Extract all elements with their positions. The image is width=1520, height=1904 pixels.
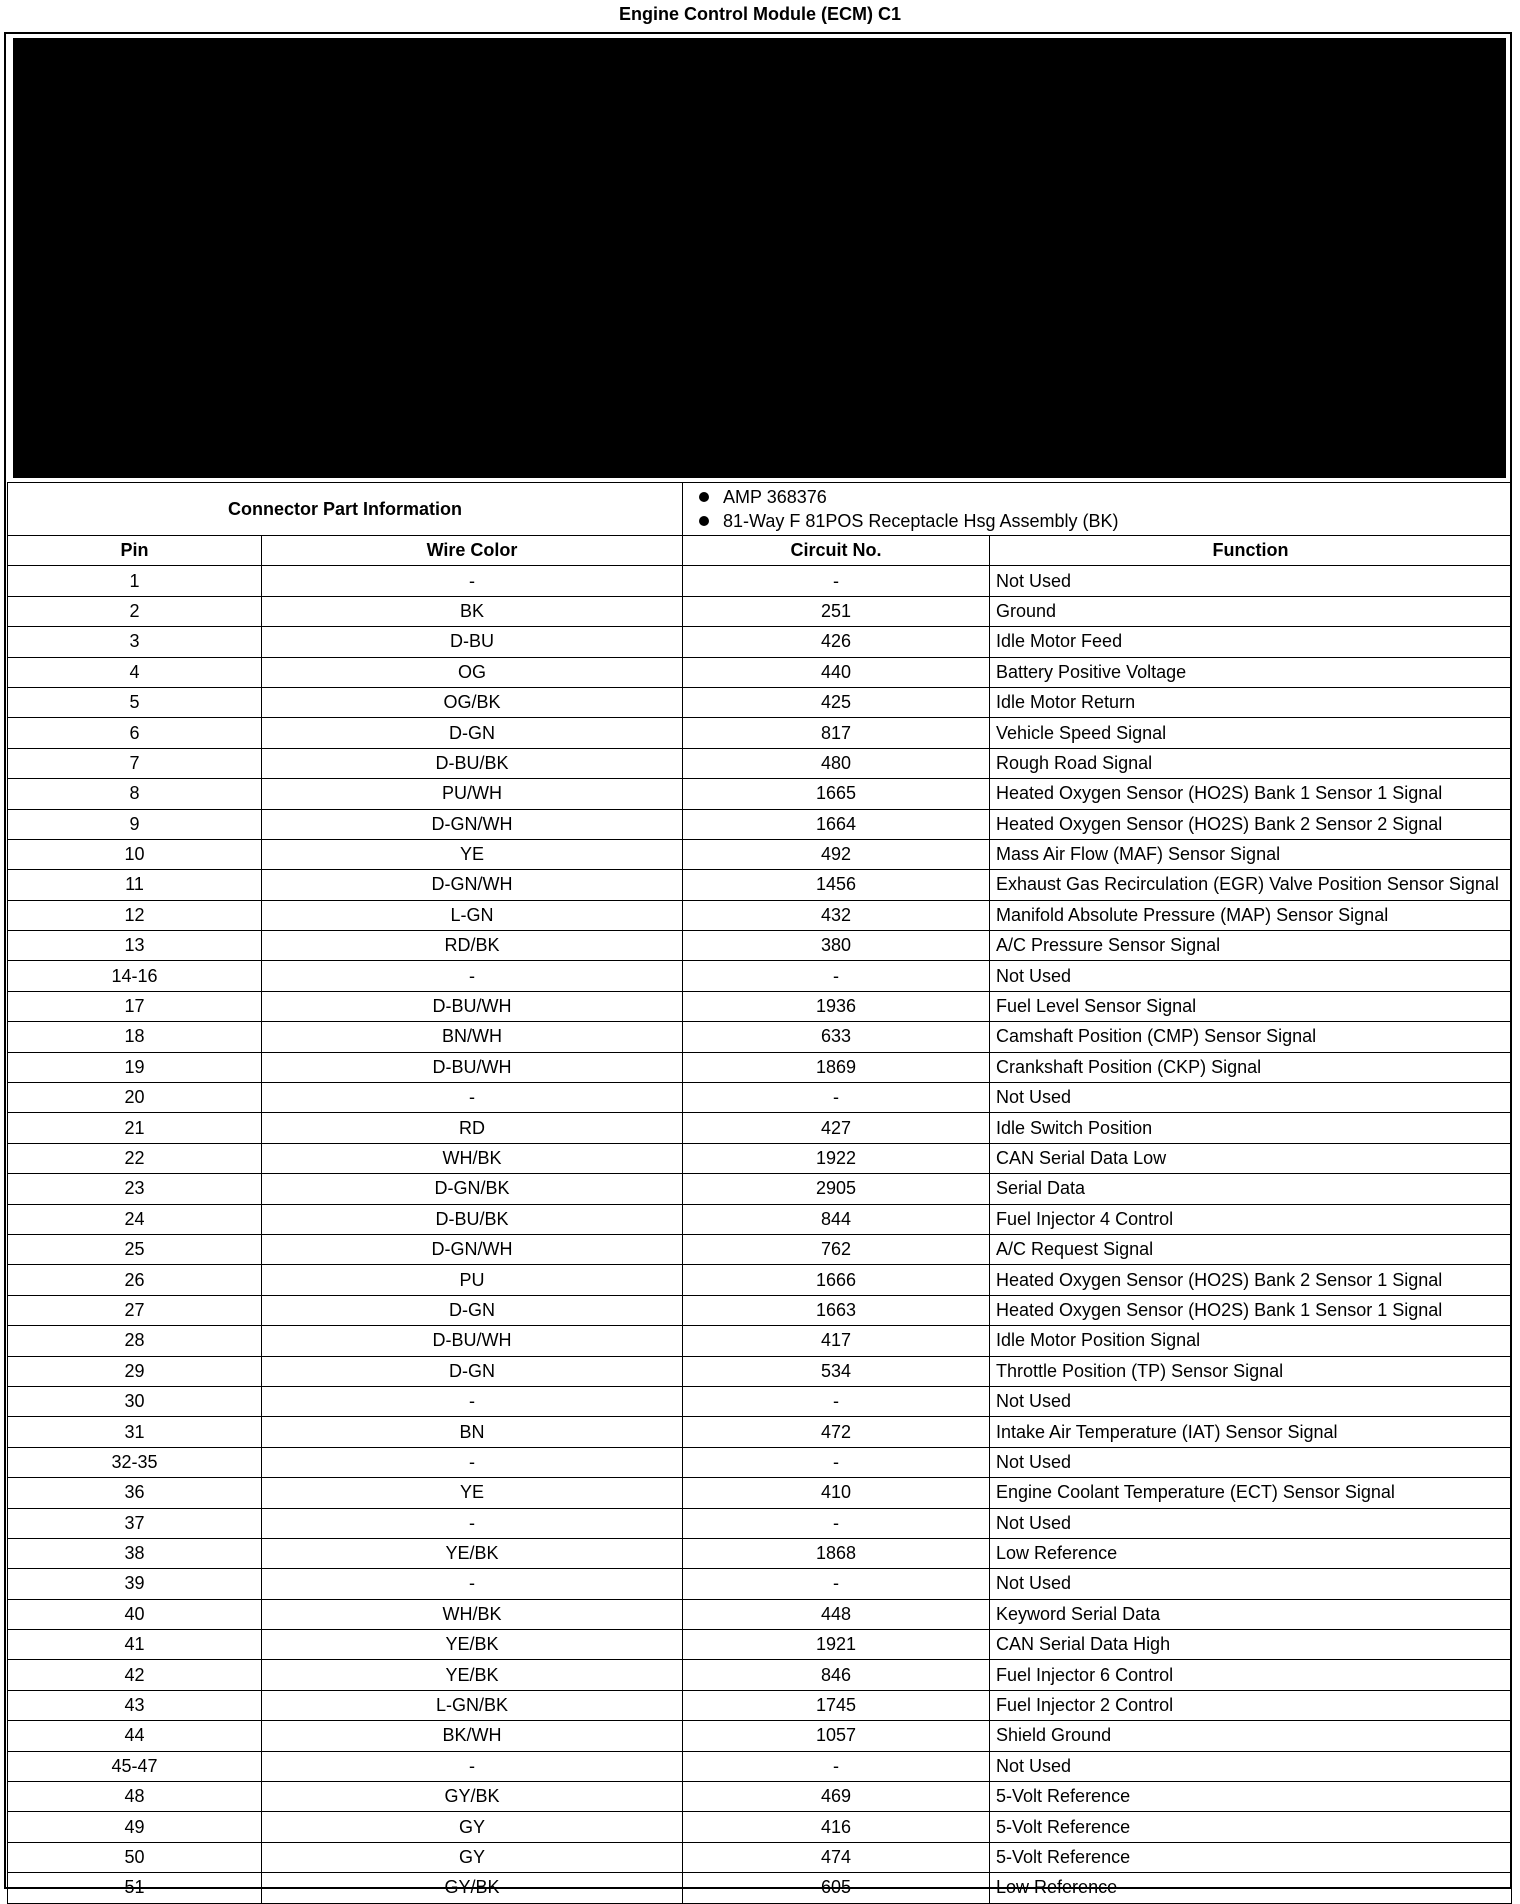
wire-color-cell: D-GN	[262, 718, 683, 748]
function-cell: Exhaust Gas Recirculation (EGR) Valve Position Sensor Signal	[990, 870, 1512, 900]
circuit-cell: 427	[683, 1113, 990, 1143]
circuit-cell: -	[683, 1083, 990, 1113]
function-cell: A/C Request Signal	[990, 1234, 1512, 1264]
pin-cell: 12	[8, 900, 262, 930]
function-cell: Not Used	[990, 961, 1512, 991]
pin-cell: 51	[8, 1873, 262, 1903]
wire-color-cell: RD/BK	[262, 931, 683, 961]
connector-document-frame	[4, 32, 1512, 1898]
pin-cell: 20	[8, 1083, 262, 1113]
circuit-cell: 1868	[683, 1538, 990, 1568]
wire-color-cell: D-BU/WH	[262, 991, 683, 1021]
wire-color-cell: D-BU/WH	[262, 1326, 683, 1356]
circuit-cell: -	[683, 1508, 990, 1538]
circuit-cell: 1663	[683, 1295, 990, 1325]
bullet-icon	[699, 492, 709, 502]
table-row	[8, 1326, 1512, 1356]
function-cell: Camshaft Position (CMP) Sensor Signal	[990, 1022, 1512, 1052]
function-cell: Heated Oxygen Sensor (HO2S) Bank 1 Sensor 1 Signal	[990, 1295, 1512, 1325]
circuit-cell: 426	[683, 627, 990, 657]
circuit-cell: 417	[683, 1326, 990, 1356]
table-row	[8, 809, 1512, 839]
table-row	[8, 1812, 1512, 1842]
circuit-cell: 605	[683, 1873, 990, 1903]
function-cell: CAN Serial Data High	[990, 1630, 1512, 1660]
function-cell: CAN Serial Data Low	[990, 1143, 1512, 1173]
pin-cell: 4	[8, 657, 262, 687]
circuit-cell: 1666	[683, 1265, 990, 1295]
table-row	[8, 627, 1512, 657]
pin-cell: 42	[8, 1660, 262, 1690]
wire-color-cell: -	[262, 1508, 683, 1538]
function-cell: Heated Oxygen Sensor (HO2S) Bank 1 Sensor 1 Signal	[990, 779, 1512, 809]
function-cell: Idle Motor Position Signal	[990, 1326, 1512, 1356]
part-info-text: AMP 368376	[723, 487, 827, 507]
function-cell: Fuel Level Sensor Signal	[990, 991, 1512, 1021]
table-row	[8, 1174, 1512, 1204]
function-cell: Throttle Position (TP) Sensor Signal	[990, 1356, 1512, 1386]
wire-color-cell: BN	[262, 1417, 683, 1447]
wire-color-cell: BK/WH	[262, 1721, 683, 1751]
circuit-cell: 817	[683, 718, 990, 748]
table-header-row	[8, 536, 1512, 566]
wire-color-cell: YE/BK	[262, 1660, 683, 1690]
pin-cell: 21	[8, 1113, 262, 1143]
wire-color-cell: D-GN/WH	[262, 1234, 683, 1264]
pin-cell: 10	[8, 839, 262, 869]
table-row	[8, 1690, 1512, 1720]
pin-cell: 23	[8, 1174, 262, 1204]
function-cell: Battery Positive Voltage	[990, 657, 1512, 687]
circuit-cell: 469	[683, 1782, 990, 1812]
circuit-cell: -	[683, 1569, 990, 1599]
table-row	[8, 1569, 1512, 1599]
pin-cell: 39	[8, 1569, 262, 1599]
header-function: Function	[990, 536, 1512, 566]
pin-cell: 30	[8, 1386, 262, 1416]
pin-cell: 31	[8, 1417, 262, 1447]
table-row	[8, 961, 1512, 991]
function-cell: Crankshaft Position (CKP) Signal	[990, 1052, 1512, 1082]
table-row	[8, 839, 1512, 869]
pin-cell: 2	[8, 596, 262, 626]
pin-cell: 29	[8, 1356, 262, 1386]
circuit-cell: 416	[683, 1812, 990, 1842]
wire-color-cell: L-GN/BK	[262, 1690, 683, 1720]
wire-color-cell: -	[262, 1447, 683, 1477]
function-cell: Engine Coolant Temperature (ECT) Sensor Signal	[990, 1478, 1512, 1508]
circuit-cell: -	[683, 1447, 990, 1477]
table-row	[8, 1265, 1512, 1295]
pin-cell: 28	[8, 1326, 262, 1356]
function-cell: Ground	[990, 596, 1512, 626]
table-row	[8, 1052, 1512, 1082]
pin-cell: 44	[8, 1721, 262, 1751]
circuit-cell: 1664	[683, 809, 990, 839]
wire-color-cell: D-GN/WH	[262, 870, 683, 900]
circuit-cell: 1936	[683, 991, 990, 1021]
circuit-cell: 534	[683, 1356, 990, 1386]
function-cell: Mass Air Flow (MAF) Sensor Signal	[990, 839, 1512, 869]
table-row	[8, 1204, 1512, 1234]
function-cell: Low Reference	[990, 1873, 1512, 1903]
wire-color-cell: -	[262, 566, 683, 596]
table-row	[8, 1842, 1512, 1872]
wire-color-cell: D-BU	[262, 627, 683, 657]
circuit-cell: -	[683, 566, 990, 596]
table-row	[8, 566, 1512, 596]
pin-cell: 13	[8, 931, 262, 961]
function-cell: Fuel Injector 6 Control	[990, 1660, 1512, 1690]
wire-color-cell: D-BU/BK	[262, 748, 683, 778]
table-row	[8, 870, 1512, 900]
connector-part-info-list	[683, 483, 1512, 536]
table-row	[8, 1721, 1512, 1751]
page-title: Engine Control Module (ECM) C1	[619, 4, 901, 24]
circuit-cell: 846	[683, 1660, 990, 1690]
circuit-cell: -	[683, 1386, 990, 1416]
circuit-cell: 1745	[683, 1690, 990, 1720]
table-row	[8, 1022, 1512, 1052]
wire-color-cell: -	[262, 1569, 683, 1599]
pin-cell: 17	[8, 991, 262, 1021]
table-row	[8, 991, 1512, 1021]
function-cell: Not Used	[990, 1569, 1512, 1599]
wire-color-cell: YE	[262, 839, 683, 869]
wire-color-cell: D-BU/WH	[262, 1052, 683, 1082]
table-row	[8, 1478, 1512, 1508]
table-row	[8, 1447, 1512, 1477]
pin-cell: 18	[8, 1022, 262, 1052]
pin-cell: 24	[8, 1204, 262, 1234]
circuit-cell: 1921	[683, 1630, 990, 1660]
function-cell: Idle Motor Feed	[990, 627, 1512, 657]
function-cell: Not Used	[990, 1386, 1512, 1416]
pin-cell: 5	[8, 687, 262, 717]
function-cell: Heated Oxygen Sensor (HO2S) Bank 2 Sensor 2 Signal	[990, 809, 1512, 839]
wire-color-cell: GY/BK	[262, 1873, 683, 1903]
wire-color-cell: D-GN	[262, 1356, 683, 1386]
pin-cell: 1	[8, 566, 262, 596]
function-cell: 5-Volt Reference	[990, 1812, 1512, 1842]
wire-color-cell: -	[262, 1386, 683, 1416]
circuit-cell: 1456	[683, 870, 990, 900]
function-cell: Vehicle Speed Signal	[990, 718, 1512, 748]
table-row	[8, 1113, 1512, 1143]
circuit-cell: 633	[683, 1022, 990, 1052]
circuit-cell: 844	[683, 1204, 990, 1234]
pin-cell: 3	[8, 627, 262, 657]
wire-color-cell: RD	[262, 1113, 683, 1143]
function-cell: 5-Volt Reference	[990, 1782, 1512, 1812]
pin-cell: 45-47	[8, 1751, 262, 1781]
table-row	[8, 1143, 1512, 1173]
pinout-table	[7, 482, 1512, 1904]
table-row	[8, 1386, 1512, 1416]
table-row	[8, 748, 1512, 778]
circuit-cell: 474	[683, 1842, 990, 1872]
wire-color-cell: YE/BK	[262, 1538, 683, 1568]
table-row	[8, 1508, 1512, 1538]
part-info-item	[693, 509, 1501, 533]
pin-cell: 25	[8, 1234, 262, 1264]
wire-color-cell: -	[262, 961, 683, 991]
table-row	[8, 1751, 1512, 1781]
pin-cell: 50	[8, 1842, 262, 1872]
table-row	[8, 718, 1512, 748]
circuit-cell: 410	[683, 1478, 990, 1508]
wire-color-cell: YE/BK	[262, 1630, 683, 1660]
function-cell: Idle Switch Position	[990, 1113, 1512, 1143]
part-info-item	[693, 485, 1501, 509]
table-row	[8, 1417, 1512, 1447]
pin-cell: 26	[8, 1265, 262, 1295]
pin-cell: 43	[8, 1690, 262, 1720]
table-row	[8, 1599, 1512, 1629]
function-cell: Keyword Serial Data	[990, 1599, 1512, 1629]
function-cell: Serial Data	[990, 1174, 1512, 1204]
pin-cell: 37	[8, 1508, 262, 1538]
header-pin: Pin	[8, 536, 262, 566]
pin-cell: 40	[8, 1599, 262, 1629]
pin-cell: 14-16	[8, 961, 262, 991]
function-cell: Manifold Absolute Pressure (MAP) Sensor Signal	[990, 900, 1512, 930]
function-cell: Low Reference	[990, 1538, 1512, 1568]
wire-color-cell: BK	[262, 596, 683, 626]
wire-color-cell: D-BU/BK	[262, 1204, 683, 1234]
circuit-cell: 472	[683, 1417, 990, 1447]
wire-color-cell: D-GN/BK	[262, 1174, 683, 1204]
table-row	[8, 1234, 1512, 1264]
wire-color-cell: WH/BK	[262, 1143, 683, 1173]
table-row	[8, 1356, 1512, 1386]
circuit-cell: 2905	[683, 1174, 990, 1204]
table-row	[8, 900, 1512, 930]
circuit-cell: -	[683, 1751, 990, 1781]
connector-part-info-label: Connector Part Information	[8, 483, 683, 536]
wire-color-cell: GY/BK	[262, 1782, 683, 1812]
pin-cell: 9	[8, 809, 262, 839]
function-cell: A/C Pressure Sensor Signal	[990, 931, 1512, 961]
pin-cell: 27	[8, 1295, 262, 1325]
pin-cell: 36	[8, 1478, 262, 1508]
pin-cell: 41	[8, 1630, 262, 1660]
function-cell: Not Used	[990, 566, 1512, 596]
table-row	[8, 1782, 1512, 1812]
circuit-cell: 1665	[683, 779, 990, 809]
circuit-cell: -	[683, 961, 990, 991]
function-cell: 5-Volt Reference	[990, 1842, 1512, 1872]
pin-cell: 11	[8, 870, 262, 900]
wire-color-cell: -	[262, 1083, 683, 1113]
table-row	[8, 779, 1512, 809]
wire-color-cell: YE	[262, 1478, 683, 1508]
table-row	[8, 1660, 1512, 1690]
wire-color-cell: BN/WH	[262, 1022, 683, 1052]
circuit-cell: 480	[683, 748, 990, 778]
wire-color-cell: -	[262, 1751, 683, 1781]
pin-cell: 22	[8, 1143, 262, 1173]
circuit-cell: 440	[683, 657, 990, 687]
function-cell: Not Used	[990, 1508, 1512, 1538]
circuit-cell: 432	[683, 900, 990, 930]
pin-cell: 48	[8, 1782, 262, 1812]
wire-color-cell: GY	[262, 1842, 683, 1872]
pin-cell: 19	[8, 1052, 262, 1082]
wire-color-cell: OG/BK	[262, 687, 683, 717]
function-cell: Not Used	[990, 1751, 1512, 1781]
circuit-cell: 1922	[683, 1143, 990, 1173]
header-wire-color: Wire Color	[262, 536, 683, 566]
function-cell: Fuel Injector 2 Control	[990, 1690, 1512, 1720]
table-row	[8, 596, 1512, 626]
table-row	[8, 1538, 1512, 1568]
pin-cell: 8	[8, 779, 262, 809]
function-cell: Fuel Injector 4 Control	[990, 1204, 1512, 1234]
table-row	[8, 1083, 1512, 1113]
function-cell: Rough Road Signal	[990, 748, 1512, 778]
wire-color-cell: WH/BK	[262, 1599, 683, 1629]
header-circuit-no: Circuit No.	[683, 536, 990, 566]
pin-cell: 7	[8, 748, 262, 778]
circuit-cell: 492	[683, 839, 990, 869]
table-row	[8, 687, 1512, 717]
wire-color-cell: D-GN	[262, 1295, 683, 1325]
function-cell: Heated Oxygen Sensor (HO2S) Bank 2 Sensor 1 Signal	[990, 1265, 1512, 1295]
part-info-text: 81-Way F 81POS Receptacle Hsg Assembly (BK)	[723, 511, 1119, 531]
function-cell: Not Used	[990, 1447, 1512, 1477]
connector-image	[13, 38, 1506, 478]
wire-color-cell: GY	[262, 1812, 683, 1842]
table-row	[8, 1295, 1512, 1325]
connector-part-info-row	[8, 483, 1512, 536]
wire-color-cell: L-GN	[262, 900, 683, 930]
wire-color-cell: D-GN/WH	[262, 809, 683, 839]
circuit-cell: 380	[683, 931, 990, 961]
table-row	[8, 1873, 1512, 1903]
function-cell: Intake Air Temperature (IAT) Sensor Signal	[990, 1417, 1512, 1447]
function-cell: Not Used	[990, 1083, 1512, 1113]
circuit-cell: 762	[683, 1234, 990, 1264]
pin-cell: 32-35	[8, 1447, 262, 1477]
bullet-icon	[699, 516, 709, 526]
function-cell: Shield Ground	[990, 1721, 1512, 1751]
wire-color-cell: PU/WH	[262, 779, 683, 809]
circuit-cell: 251	[683, 596, 990, 626]
pin-cell: 6	[8, 718, 262, 748]
function-cell: Idle Motor Return	[990, 687, 1512, 717]
table-row	[8, 931, 1512, 961]
table-row	[8, 657, 1512, 687]
wire-color-cell: PU	[262, 1265, 683, 1295]
pin-cell: 38	[8, 1538, 262, 1568]
pin-cell: 49	[8, 1812, 262, 1842]
circuit-cell: 448	[683, 1599, 990, 1629]
table-row	[8, 1630, 1512, 1660]
wire-color-cell: OG	[262, 657, 683, 687]
circuit-cell: 1057	[683, 1721, 990, 1751]
circuit-cell: 425	[683, 687, 990, 717]
circuit-cell: 1869	[683, 1052, 990, 1082]
